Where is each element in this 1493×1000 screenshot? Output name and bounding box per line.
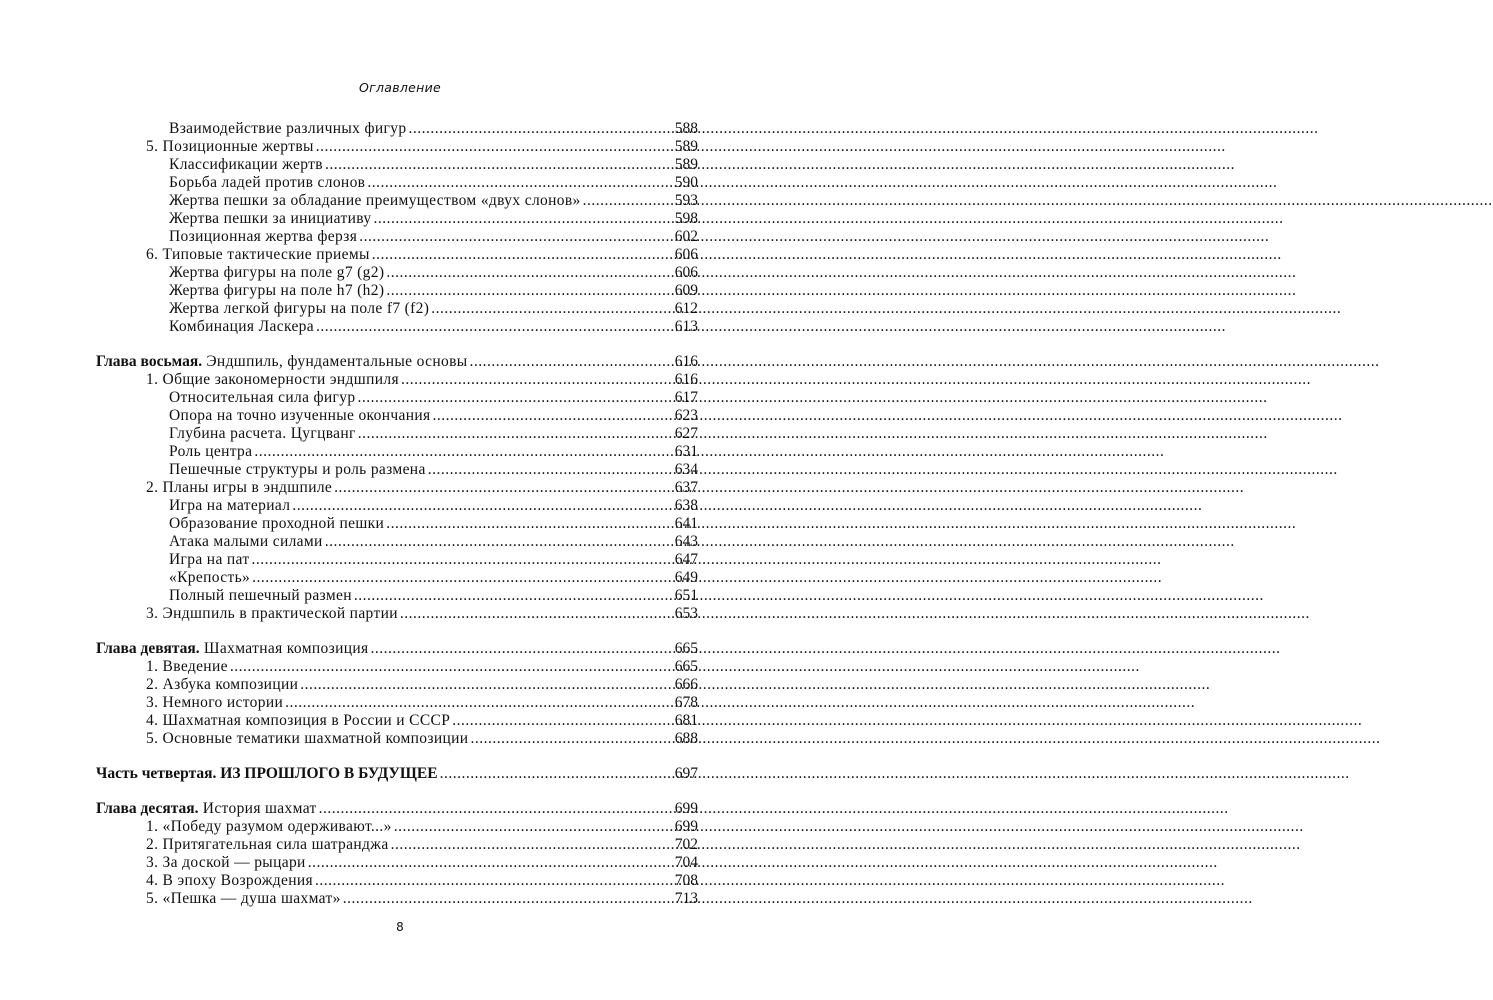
toc-entry (96, 497, 698, 515)
toc-entry (96, 425, 698, 443)
toc-entry (96, 353, 698, 371)
toc-page-number: 589 (674, 156, 698, 173)
toc-entry-title (169, 443, 252, 461)
dot-leader (343, 890, 673, 908)
toc-entry (96, 872, 698, 890)
dot-leader (583, 192, 673, 210)
dot-leader (359, 228, 672, 246)
dot-leader (440, 765, 673, 783)
toc-entry-text: Борьба ладей против слонов (169, 174, 366, 191)
dot-leader (367, 174, 672, 192)
toc-entry-title (146, 836, 389, 854)
chapter-heading: Часть четвертая. ИЗ ПРОШЛОГО В БУДУЩЕЕ (96, 765, 438, 782)
toc-entry-text: Жертва фигуры на поле h7 (h2) (169, 282, 385, 299)
toc-entry-text: Атака малыми силами (169, 533, 323, 550)
toc-entry (96, 210, 698, 228)
toc-entry (96, 854, 698, 872)
toc-entry (96, 156, 698, 174)
toc-entry (96, 479, 698, 497)
toc-page-number: 713 (674, 890, 698, 907)
toc-page-number: 651 (674, 587, 698, 604)
toc-entry-text: Жертва пешки за инициативу (169, 210, 372, 227)
dot-leader (285, 694, 673, 712)
dot-leader (315, 872, 673, 890)
toc-entry-text: 4. Шахматная композиция в России и СССР (146, 712, 451, 729)
dot-leader (386, 282, 672, 300)
dot-leader (254, 443, 672, 461)
toc-entry-title (169, 282, 384, 300)
toc-page-number: 665 (674, 640, 698, 657)
toc-entry (96, 640, 698, 658)
toc-page-number: 598 (674, 210, 698, 227)
toc-entry-title (169, 156, 323, 174)
dot-leader (354, 587, 673, 605)
dot-leader (394, 818, 673, 836)
toc-entry-title (146, 890, 341, 908)
chapter-heading: Глава девятая. (96, 640, 200, 657)
toc-entry-title (169, 120, 406, 138)
toc-entry (96, 676, 698, 694)
toc-entry-title (169, 533, 323, 551)
table-of-contents (96, 120, 698, 908)
toc-entry (96, 533, 698, 551)
dot-leader (470, 730, 672, 748)
toc-entry-text: 5. Основные тематики шахматной композиции (146, 730, 469, 747)
dot-leader (252, 551, 673, 569)
toc-entry-text: Образование проходной пешки (169, 515, 385, 532)
toc-entry (96, 836, 698, 854)
toc-entry-text: Жертва фигуры на поле g7 (g2) (169, 264, 385, 281)
toc-entry-title (146, 371, 399, 389)
toc-entry-text: 2. Притягательная сила шатранджа (146, 836, 389, 853)
dot-leader (470, 353, 673, 371)
toc-entry-title (169, 192, 581, 210)
toc-entry-title (169, 228, 357, 246)
toc-entry (96, 712, 698, 730)
dot-leader (358, 425, 673, 443)
toc-page-number: 681 (674, 712, 698, 729)
toc-page-number: 616 (674, 353, 698, 370)
dot-leader (316, 318, 673, 336)
toc-entry (96, 264, 698, 282)
dot-leader (325, 533, 673, 551)
toc-entry (96, 371, 698, 389)
toc-entry (96, 228, 698, 246)
toc-entry (96, 605, 698, 623)
dot-leader (386, 264, 672, 282)
toc-entry (96, 800, 698, 818)
toc-entry-text: Позиционная жертва ферзя (169, 228, 358, 245)
toc-entry-text: История шахмат (202, 800, 317, 817)
dot-leader (386, 515, 673, 533)
dot-leader (308, 854, 673, 872)
dot-leader (357, 389, 672, 407)
toc-page-number: 606 (674, 246, 698, 263)
toc-page-number: 612 (674, 300, 698, 317)
toc-page-number: 616 (674, 371, 698, 388)
toc-entry-text: 6. Типовые тактические приемы (146, 246, 370, 263)
toc-entry-text: 3. За доской — рыцари (146, 854, 306, 871)
page-number: 8 (396, 920, 404, 934)
toc-entry-text: 1. «Победу разумом одерживают...» (146, 818, 392, 835)
toc-entry (96, 120, 698, 138)
toc-entry-title (146, 246, 370, 264)
toc-entry-text: Шахматная композиция (203, 640, 369, 657)
dot-leader (372, 246, 673, 264)
toc-entry-text: 3. Немного истории (146, 694, 284, 711)
toc-page-number: 613 (674, 318, 698, 335)
toc-page-number: 593 (674, 192, 698, 209)
toc-page-number: 678 (674, 694, 698, 711)
toc-entry (96, 138, 698, 156)
toc-entry-text: «Крепость» (169, 569, 251, 586)
toc-entry-title (169, 425, 356, 443)
toc-entry-text: Комбинация Ласкера (169, 318, 315, 335)
toc-entry-text: Пешечные структуры и роль размена (169, 461, 426, 478)
dot-leader (401, 371, 673, 389)
toc-page-number: 590 (674, 174, 698, 191)
toc-page-number: 647 (674, 551, 698, 568)
toc-entry-text: Опора на точно изученные окончания (169, 407, 431, 424)
toc-page-number: 609 (674, 282, 698, 299)
toc-page-number: 617 (674, 389, 698, 406)
dot-leader (431, 300, 672, 318)
toc-page-number: 631 (674, 443, 698, 460)
dot-leader (370, 640, 672, 658)
section-gap (96, 748, 698, 765)
toc-entry-title (146, 854, 306, 872)
toc-entry-title (96, 765, 438, 783)
toc-entry (96, 658, 698, 676)
toc-page-number: 666 (674, 676, 698, 693)
toc-entry-title (146, 872, 313, 890)
toc-entry-text: 5. «Пешка — душа шахмат» (146, 890, 341, 907)
toc-page-number: 699 (674, 818, 698, 835)
toc-page-number: 637 (674, 479, 698, 496)
toc-page-number: 634 (674, 461, 698, 478)
toc-entry (96, 407, 698, 425)
toc-entry (96, 300, 698, 318)
toc-entry-text: 4. В эпоху Возрождения (146, 872, 314, 889)
toc-page-number: 702 (674, 836, 698, 853)
toc-entry-title (169, 515, 384, 533)
toc-entry-title (96, 800, 317, 818)
toc-entry (96, 282, 698, 300)
toc-entry-text: Роль центра (169, 443, 253, 460)
dot-leader (428, 461, 673, 479)
toc-page-number: 649 (674, 569, 698, 586)
dot-leader (433, 407, 673, 425)
section-gap (96, 336, 698, 353)
toc-entry-title (146, 479, 332, 497)
toc-entry (96, 694, 698, 712)
toc-entry-title (146, 694, 283, 712)
toc-entry-title (146, 712, 450, 730)
toc-entry (96, 569, 698, 587)
toc-entry (96, 461, 698, 479)
dot-leader (300, 676, 672, 694)
toc-entry-title (169, 318, 314, 336)
toc-entry-text: Игра на пат (169, 551, 250, 568)
toc-page-number: 627 (674, 425, 698, 442)
toc-entry-title (169, 389, 355, 407)
toc-entry-title (169, 461, 426, 479)
toc-entry-title (146, 730, 468, 748)
toc-entry-text: 1. Общие закономерности эндшпиля (146, 371, 399, 388)
toc-entry (96, 389, 698, 407)
toc-entry-text: Полный пешечный размен (169, 587, 352, 604)
toc-entry-title (146, 605, 398, 623)
chapter-heading: Глава восьмая. (96, 353, 203, 370)
toc-page-number: 708 (674, 872, 698, 889)
toc-entry-title (169, 264, 384, 282)
toc-page-number: 589 (674, 138, 698, 155)
dot-leader (374, 210, 673, 228)
toc-entry-title (169, 300, 429, 318)
toc-entry-text: 3. Эндшпиль в практической партии (146, 605, 398, 622)
dot-leader (334, 479, 673, 497)
toc-page-number: 688 (674, 730, 698, 747)
dot-leader (452, 712, 673, 730)
toc-entry (96, 174, 698, 192)
toc-entry (96, 551, 698, 569)
toc-entry-text: Игра на материал (169, 497, 291, 514)
toc-entry (96, 587, 698, 605)
toc-page-number: 641 (674, 515, 698, 532)
dot-leader (319, 800, 673, 818)
dot-leader (316, 138, 673, 156)
toc-page-number: 665 (674, 658, 698, 675)
toc-entry-title (146, 658, 228, 676)
toc-entry-title (146, 676, 298, 694)
toc-entry (96, 246, 698, 264)
chapter-heading: Глава десятая. (96, 800, 199, 817)
toc-page-number: 643 (674, 533, 698, 550)
toc-entry-title (169, 551, 250, 569)
dot-leader (408, 120, 672, 138)
toc-entry-title (146, 818, 392, 836)
toc-entry-title (169, 407, 431, 425)
section-gap (96, 623, 698, 640)
toc-entry (96, 765, 698, 783)
toc-entry-title (96, 353, 468, 371)
dot-leader (252, 569, 673, 587)
toc-entry-text: Жертва легкой фигуры на поле f7 (f2) (169, 300, 430, 317)
toc-entry-title (169, 210, 372, 228)
toc-entry-title (169, 587, 352, 605)
toc-entry-text: 1. Введение (146, 658, 228, 675)
toc-page-number: 602 (674, 228, 698, 245)
dot-leader (292, 497, 672, 515)
dot-leader (400, 605, 673, 623)
toc-page-number: 697 (674, 765, 698, 782)
toc-entry (96, 818, 698, 836)
toc-entry-text: Эндшпиль, фундаментальные основы (206, 353, 468, 370)
toc-entry (96, 443, 698, 461)
toc-entry-text: Классификации жертв (169, 156, 323, 173)
toc-entry-title (169, 497, 290, 515)
toc-entry-title (96, 640, 368, 658)
toc-page-number: 653 (674, 605, 698, 622)
toc-entry-text: 2. Планы игры в эндшпиле (146, 479, 333, 496)
toc-entry (96, 890, 698, 908)
toc-page-number: 704 (674, 854, 698, 871)
toc-page-number: 606 (674, 264, 698, 281)
toc-page-number: 699 (674, 800, 698, 817)
toc-entry (96, 730, 698, 748)
toc-entry (96, 318, 698, 336)
toc-entry-text: 2. Азбука композиции (146, 676, 299, 693)
toc-entry-title (169, 174, 365, 192)
dot-leader (230, 658, 673, 676)
toc-entry-text: Относительная сила фигур (169, 389, 356, 406)
toc-entry-title (169, 569, 250, 587)
section-gap (96, 783, 698, 800)
dot-leader (325, 156, 673, 174)
dot-leader (391, 836, 673, 854)
toc-entry (96, 192, 698, 210)
toc-page-number: 588 (674, 120, 698, 137)
toc-entry-text: Жертва пешки за обладание преимуществом «двух слонов» (169, 192, 581, 209)
toc-entry-text: 5. Позиционные жертвы (146, 138, 314, 155)
running-header: Оглавление (358, 80, 442, 95)
toc-entry-text: Взаимодействие различных фигур (169, 120, 407, 137)
toc-page-number: 623 (674, 407, 698, 424)
toc-entry-title (146, 138, 314, 156)
toc-entry-text: Глубина расчета. Цугцванг (169, 425, 356, 442)
toc-entry (96, 515, 698, 533)
toc-page-number: 638 (674, 497, 698, 514)
